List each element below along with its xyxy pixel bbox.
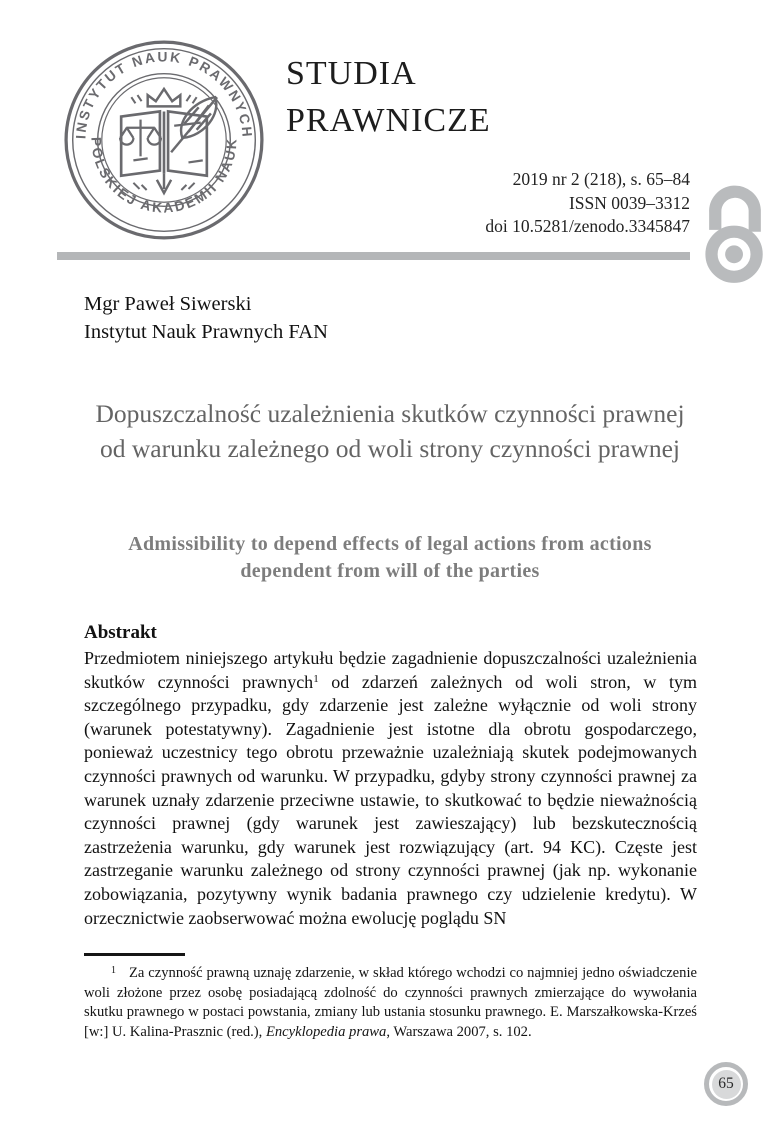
crown-flourish-right xyxy=(186,95,196,103)
abstract-heading: Abstrakt xyxy=(84,622,157,643)
journal-title xyxy=(286,50,491,144)
abstract-text-before-ref: Przedmiotem niniejszego artykułu będzie zagadnienie dopuszczalności uzależnienia skutków czynności prawnych xyxy=(84,648,697,692)
footnote-cited-work: Encyklopedia prawa xyxy=(265,1023,387,1040)
open-access-icon xyxy=(688,166,780,288)
footnote-separator-rule xyxy=(84,953,185,956)
seal-top-text: INSTYTUT NAUK PRAWNYCH xyxy=(73,49,255,140)
journal-title-line2: PRAWNICZE xyxy=(286,102,491,139)
author-affiliation: Instytut Nauk Prawnych FAN xyxy=(84,320,328,343)
institute-seal-logo xyxy=(62,34,266,246)
footnote-marker: 1 xyxy=(111,965,116,976)
article-title-polish: Dopuszczalność uzależnienia skutków czynności prawnej od warunku zależnego od woli strony czynności prawnej xyxy=(95,399,685,463)
issn-line: ISSN 0039–3312 xyxy=(568,192,690,213)
author-name: Mgr Paweł Siwerski xyxy=(84,293,252,315)
footnote-text xyxy=(84,961,697,1042)
footnote-body-end: , Warszawa 2007, s. 102. xyxy=(386,1023,532,1040)
crown-flourish-left xyxy=(131,95,141,103)
abstract-text-after-ref: od zdarzeń zależnych od woli stron, w tym szczególnego przypadku, gdy zdarzenie jest zależne wyłącznie od woli strony (warunek potestatywny). Zagadnienie jest istotne dla obrotu gospodarczego, ponieważ uczestnicy tego obrotu przeważnie uzależniają skutek podejmowanych czynności prawnych od warunku. W przypadku, gdyby strony czynności prawnej za warunek uznały zdarzenie przeciwne ustawie, to skutkować to będzie nieważnością czynności prawnej (gdy warunek jest zawieszający) lub bezskutecznością zastrzeżenia warunku, gdy warunek jest rozwiązujący (art. 94 KC). Częste jest zastrzeganie warunku zależnego od strony czynności prawnej (jak np. wykonanie zobowiązania, pozytywny wynik badania prawnego czy udzielenie kredytu). W orzecznictwie zaobserwować można ewolucję poglądu SN xyxy=(84,671,698,928)
article-title-english: Admissibility to depend effects of legal actions from actions dependent from will of the parties xyxy=(128,533,652,582)
footnote-body: Za czynność prawną uznaję zdarzenie, w skład którego wchodzi co najmniej jedno oświadczenie woli złożone przez osobę posiadającą zdolność do czynności prawnych zmierzające do wywołania skutku prawnego w postaci powstania, zmiany lub ustania stosunku prawnego. E. Marszałkowska-Krześ [w:] U. Kalina-Prasznic (red.), xyxy=(84,965,697,1040)
seal-mark-left xyxy=(133,183,146,190)
seal-bottom-point xyxy=(157,174,171,193)
issue-line: 2019 nr 2 (218), s. 65–84 xyxy=(512,169,690,189)
issue-info xyxy=(485,168,690,239)
page-number-badge xyxy=(704,1062,748,1106)
doi-line: doi 10.5281/zenodo.3345847 xyxy=(485,216,690,236)
open-access-lock-icon xyxy=(688,166,780,288)
author-block xyxy=(84,291,328,346)
institute-seal-icon xyxy=(62,34,266,246)
abstract-paragraph xyxy=(84,647,697,930)
seal-bottom-text: POLSKIEJ AKADEMII NAUK xyxy=(88,136,240,216)
footnote-reference: 1 xyxy=(313,672,319,685)
journal-title-line1: STUDIA xyxy=(286,55,417,92)
header-divider-bar xyxy=(57,252,690,260)
scales-icon xyxy=(120,120,161,161)
seal-mark-right xyxy=(181,183,194,190)
page-number: 65 xyxy=(712,1070,741,1099)
open-book-icon xyxy=(121,111,207,175)
crown-icon xyxy=(148,89,181,106)
